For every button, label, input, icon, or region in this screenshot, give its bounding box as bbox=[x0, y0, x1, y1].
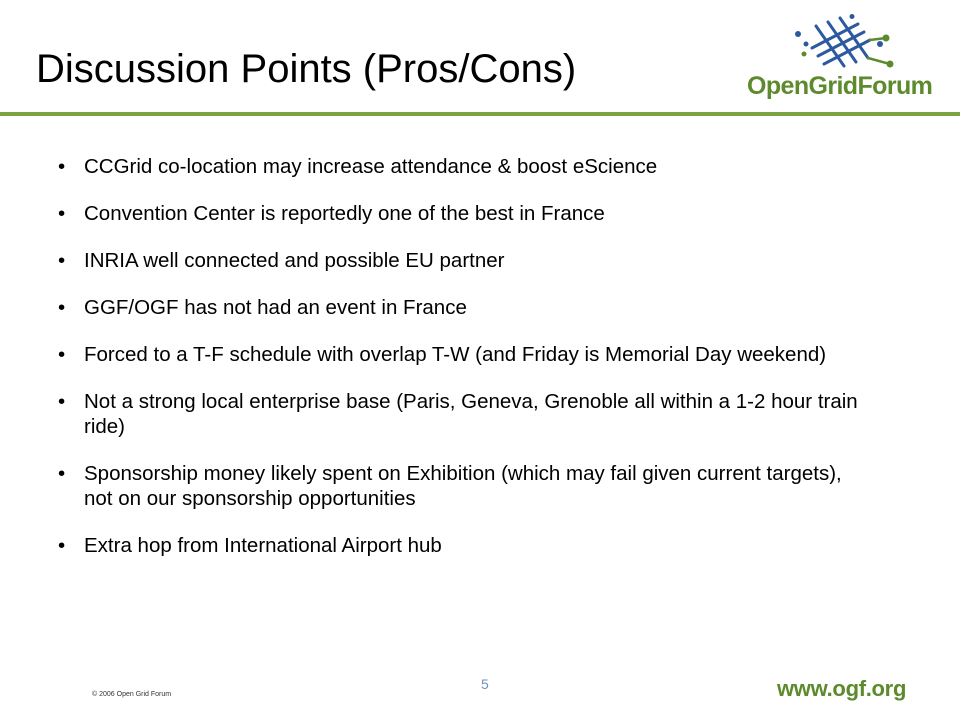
bullet-item bbox=[58, 461, 858, 511]
bullet-marker: • bbox=[58, 296, 66, 319]
bullet-item bbox=[58, 201, 858, 226]
ogf-logo bbox=[740, 14, 940, 104]
page-number: 5 bbox=[481, 676, 489, 692]
bullet-text: Not a strong local enterprise base (Paris, Geneva, Grenoble all within a 1-2 hour train ride) bbox=[84, 390, 858, 438]
footer-url: www.ogf.org bbox=[777, 676, 907, 701]
header-divider bbox=[0, 112, 960, 116]
bullet-text: Sponsorship money likely spent on Exhibition (which may fail given current targets), not on our sponsorship opportunities bbox=[84, 462, 842, 510]
bullet-marker: • bbox=[58, 390, 66, 413]
bullet-text: CCGrid co-location may increase attendance & boost eScience bbox=[84, 155, 658, 178]
bullet-marker: • bbox=[58, 462, 66, 485]
bullet-marker: • bbox=[58, 202, 66, 225]
bullet-item bbox=[58, 342, 858, 367]
bullet-text: INRIA well connected and possible EU partner bbox=[84, 249, 505, 272]
grid-network-icon bbox=[740, 14, 940, 74]
bullet-text: Convention Center is reportedly one of the best in France bbox=[84, 202, 605, 225]
footer-copyright: © 2006 Open Grid Forum bbox=[92, 691, 172, 698]
bullet-item bbox=[58, 154, 858, 179]
bullet-marker: • bbox=[58, 534, 66, 557]
bullet-marker: • bbox=[58, 249, 66, 272]
bullet-marker: • bbox=[58, 343, 66, 366]
bullet-list bbox=[58, 154, 858, 580]
slide-title: Discussion Points (Pros/Cons) bbox=[36, 47, 577, 91]
bullet-item bbox=[58, 533, 858, 558]
bullet-item bbox=[58, 389, 858, 439]
bullet-text: GGF/OGF has not had an event in France bbox=[84, 296, 467, 319]
bullet-item bbox=[58, 248, 858, 273]
bullet-marker: • bbox=[58, 155, 66, 178]
bullet-text: Forced to a T-F schedule with overlap T-W (and Friday is Memorial Day weekend) bbox=[84, 343, 827, 366]
logo-wordmark: OpenGridForum bbox=[747, 72, 933, 100]
bullet-text: Extra hop from International Airport hub bbox=[84, 534, 442, 557]
bullet-item bbox=[58, 295, 858, 320]
